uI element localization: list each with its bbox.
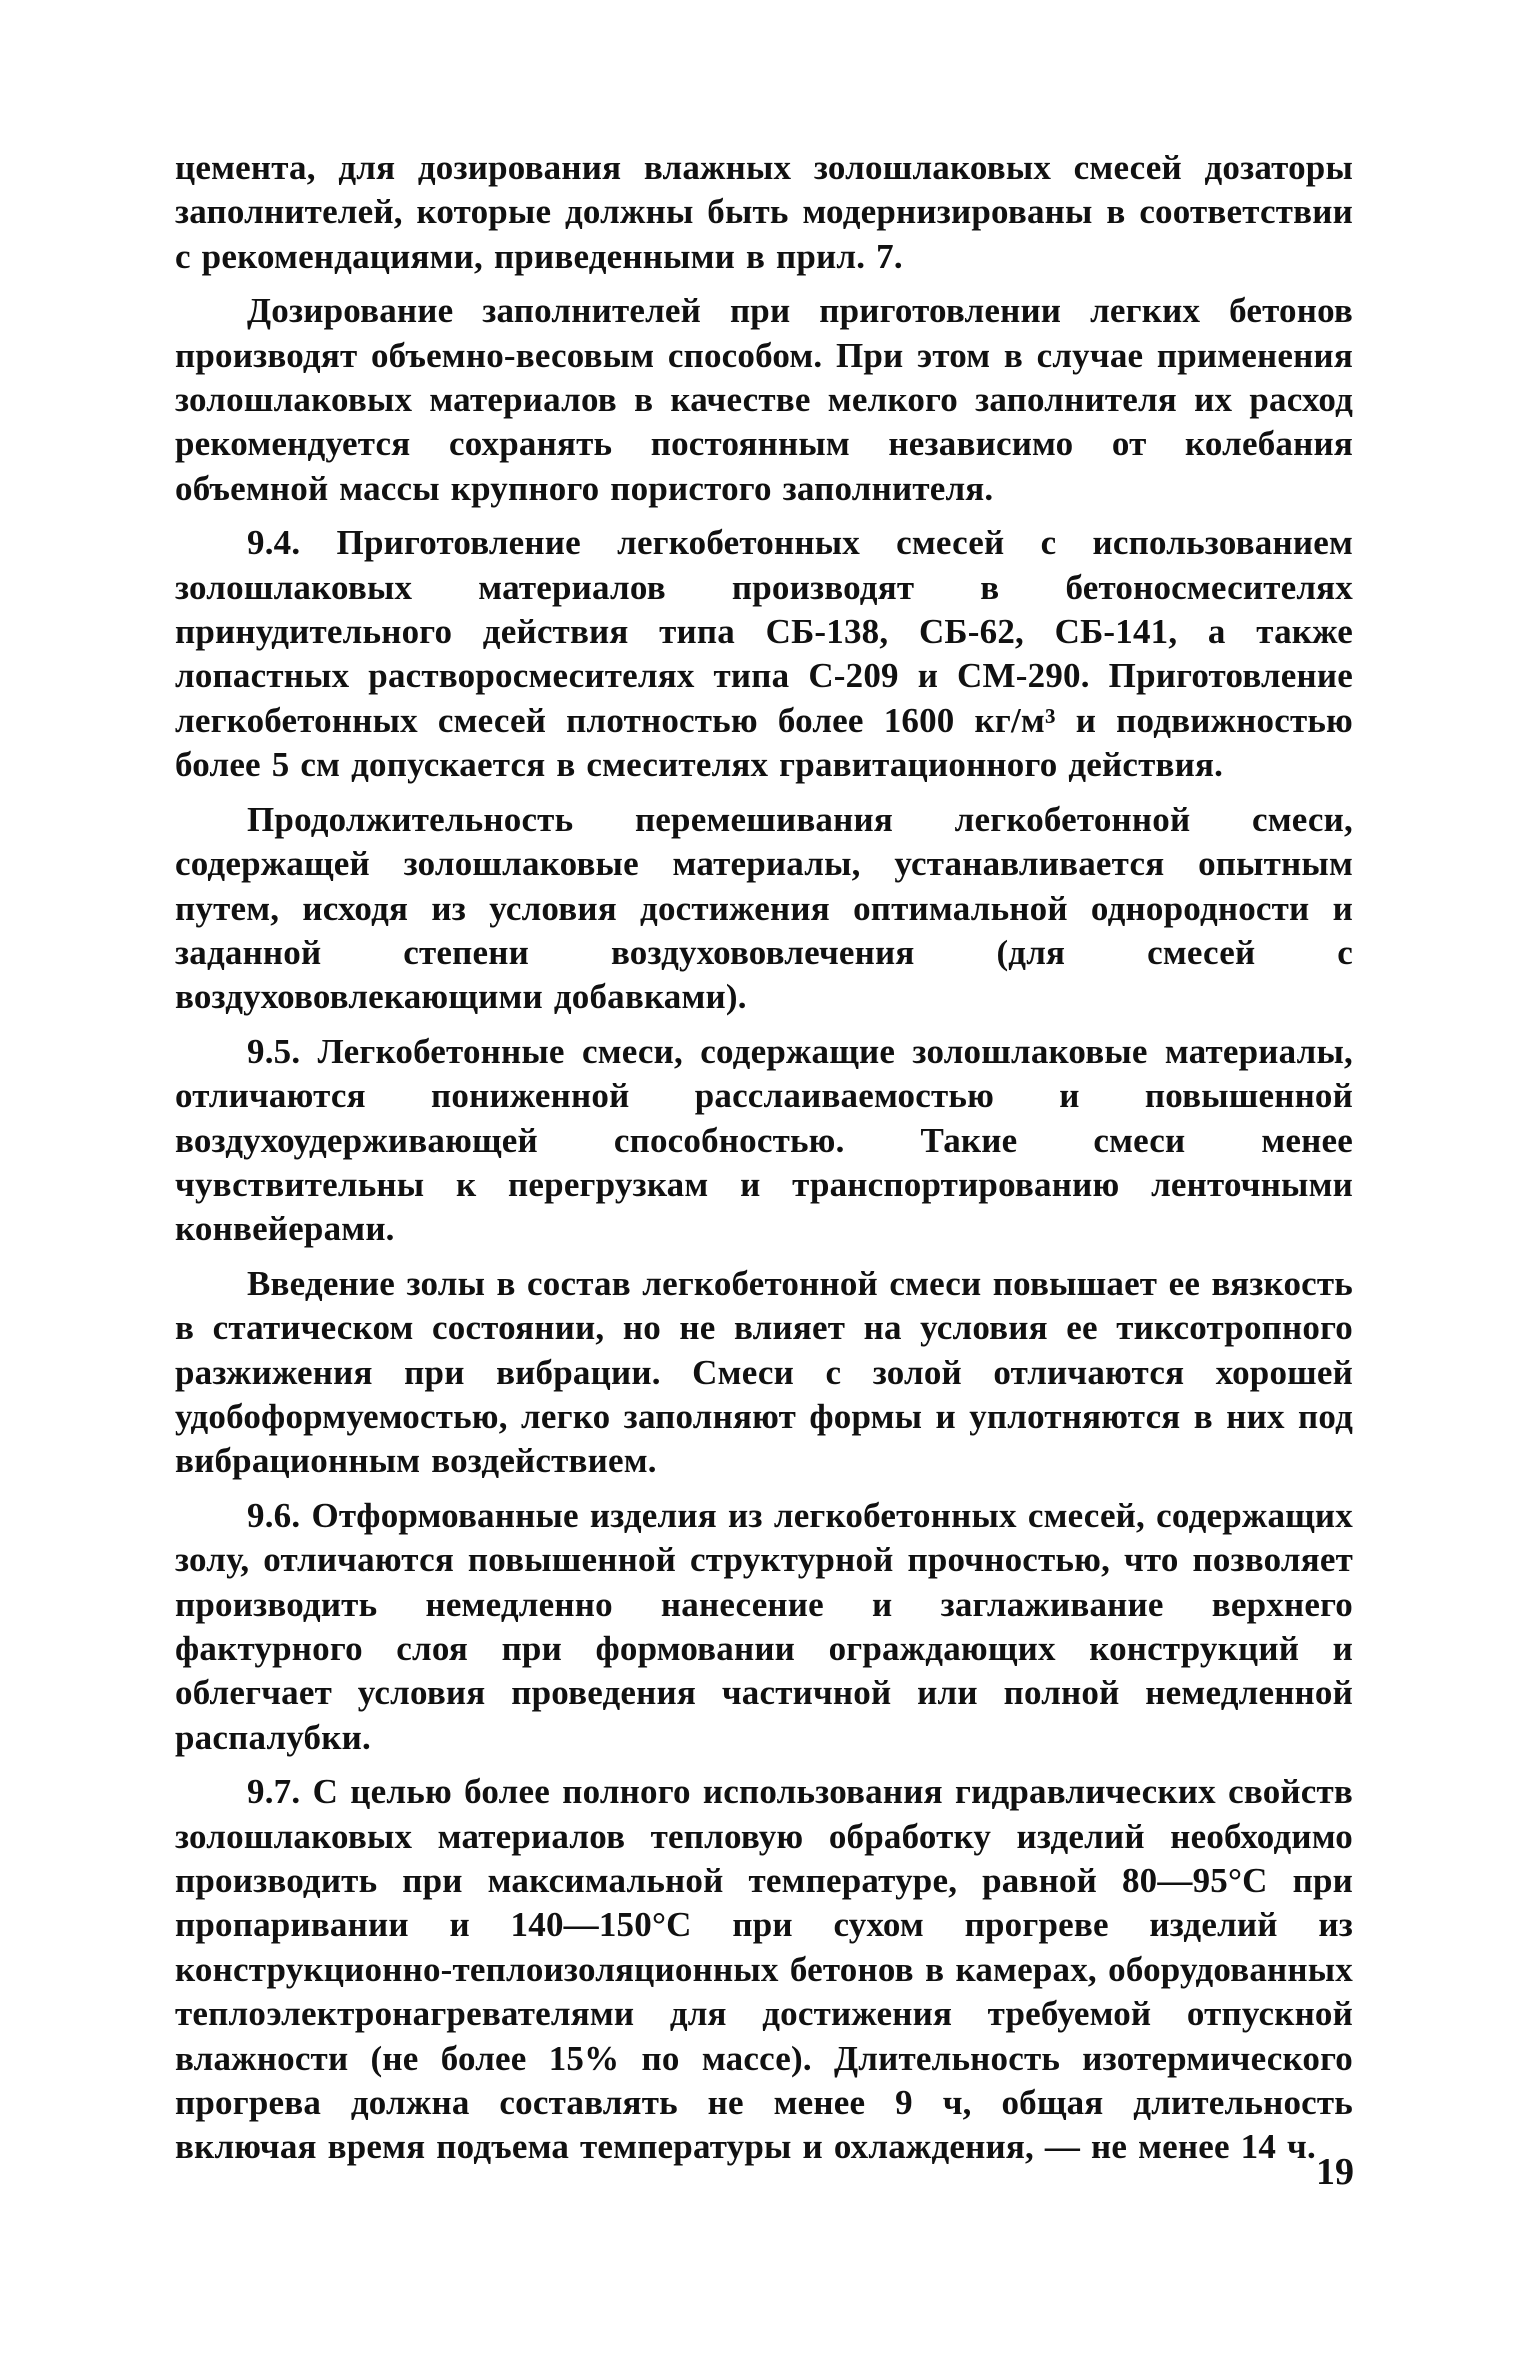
paragraph-ash-viscosity: Введение золы в состав легкобетонной смеси повышает ее вязкость в статическом состоянии, но не влияет на условия ее тиксотропного разжижения при вибрации. Смеси с золой отличаются хорошей удобоформуемостью, легко заполняют формы и уплотняются в них под вибрационным воздействием.	[175, 1263, 1353, 1481]
page-number: 19	[1316, 2151, 1354, 2193]
paragraph-dosing: Дозирование заполнителей при приготовлении легких бетонов производят объемно-весовым способом. При этом в случае применения золошлаковых материалов в качестве мелкого заполнителя их расход рекомендуется сохранять постоянным независимо от колебания объемной массы крупного пористого заполнителя.	[175, 291, 1353, 508]
paragraph-section-9-7: 9.7. С целью более полного использования гидравлических свойств золошлаковых материалов тепловую обработку изделий необходимо производить при максимальной температуре, равной 80—95°С при пропаривании и 140—150°С при сухом прогреве изделий из конструкционно-теплоизоляционных бетонов в камерах, оборудованных теплоэлектронагревателями для достижения требуемой отпускной влажности (не более 15% по массе). Длительность изотермического прогрева должна составлять не менее 9 ч, общая длительность включая время подъема температуры и охлаждения, — не менее 14 ч.	[175, 1772, 1353, 2167]
paragraph-continuation: цемента, для дозирования влажных золошлаковых смесей дозаторы заполнителей, которые должны быть модернизированы в соответствии с рекомендациями, приведенными в прил. 7.	[175, 148, 1353, 276]
paragraph-mixing-duration: Продолжительность перемешивания легкобетонной смеси, содержащей золошлаковые материалы, устанавливается опытным путем, исходя из условия достижения оптимальной однородности и заданной степени воздухововлечения (для смесей с воздухововлекающими добавками).	[175, 799, 1353, 1017]
paragraph-section-9-5: 9.5. Легкобетонные смеси, содержащие золошлаковые материалы, отличаются пониженной расслаиваемостью и повышенной воздухоудерживающей способностью. Такие смеси менее чувствительны к перегрузкам и транспортированию ленточными конвейерами.	[175, 1031, 1353, 1249]
paragraph-section-9-4: 9.4. Приготовление легкобетонных смесей с использованием золошлаковых материалов производят в бетоносмесителях принудительного действия типа СБ-138, СБ-62, СБ-141, а также лопастных растворосмесителях типа С-209 и СМ-290. Приготовление легкобетонных смесей плотностью более 1600 кг/м³ и подвижностью более 5 см допускается в смесителях гравитационного действия.	[175, 523, 1353, 785]
document-page	[175, 146, 1353, 2180]
paragraph-section-9-6: 9.6. Отформованные изделия из легкобетонных смесей, содержащих золу, отличаются повышенной структурной прочностью, что позволяет производить немедленно нанесение и заглаживание верхнего фактурного слоя при формовании ограждающих конструкций и облегчает условия проведения частичной или полной немедленной распалубки.	[175, 1495, 1353, 1757]
